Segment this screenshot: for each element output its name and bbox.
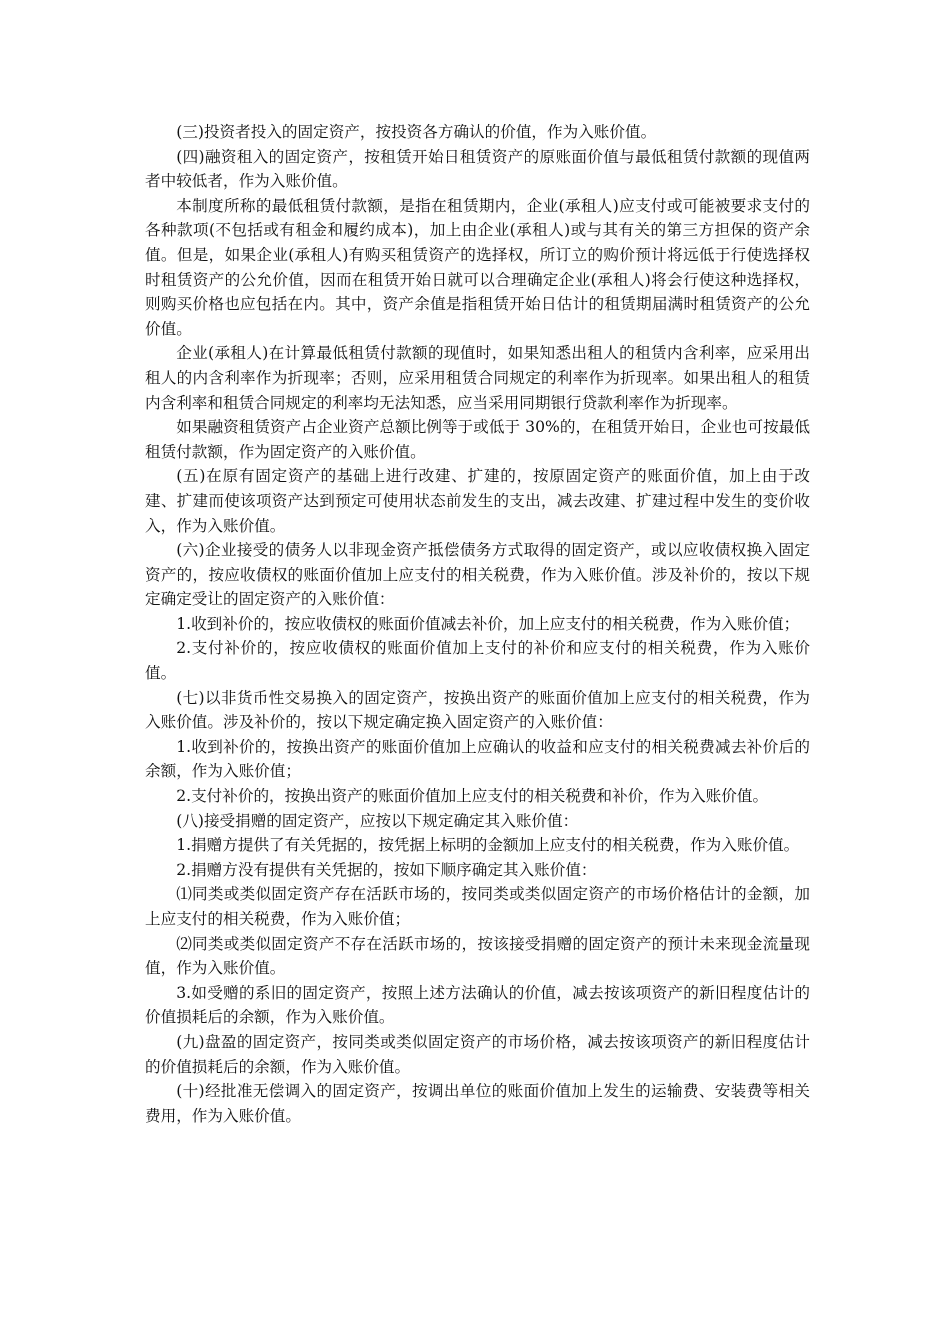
paragraph-donation-without-vouchers: 2.捐赠方没有提供有关凭据的，按如下顺序确定其入账价值：	[176, 860, 597, 879]
paragraph-discount-rate: 企业(承租人)在计算最低租赁付款额的现值时，如果知悉出租人的租赁内含利率，应采用出租人的内含利率作为折现率；否则，应采用租赁合同规定的利率作为折现率。如果出租人的租赁内含利率和租赁合同规定的利率均无法知悉，应当采用同期银行贷款利率作为折现率。	[145, 344, 810, 412]
paragraph-investor-contributed-assets: (三)投资者投入的固定资产，按投资各方确认的价值，作为入账价值。	[176, 123, 657, 141]
paragraph-lease-threshold: 如果融资租赁资产占企业资产总额比例等于或低于 30%的，在租赁开始日，企业也可按最低租赁付款额，作为固定资产的入账价值。	[145, 418, 810, 461]
paragraph-free-transfer: (十)经批准无偿调入的固定资产，按调出单位的账面价值加上发生的运输费、安装费等相关费用，作为入账价值。	[145, 1082, 810, 1125]
paragraph-no-active-market: ⑵同类或类似固定资产不存在活跃市场的，按该接受捐赠的固定资产的预计未来现金流量现值，作为入账价值。	[145, 934, 810, 978]
paragraph-exchange-pay-boot: 2.支付补价的，按换出资产的账面价值加上应支付的相关税费和补价，作为入账价值。	[176, 787, 769, 806]
paragraph-debt-restructuring: (六)企业接受的债务人以非现金资产抵偿债务方式取得的固定资产，或以应收债权换入固定资产的，按应收债权的账面价值加上应支付的相关税费，作为入账价值。涉及补价的，按以下规定确定受让的固定资产的入账价值：	[145, 541, 810, 609]
document-body	[145, 120, 810, 1128]
paragraph-finance-lease-assets: (四)融资租入的固定资产，按租赁开始日租赁资产的原账面价值与最低租赁付款额的现值两者中较低者，作为入账价值。	[145, 147, 810, 191]
paragraph-used-donated-assets: 3.如受赠的系旧的固定资产，按照上述方法确认的价值，减去按该项资产的新旧程度估计的价值损耗后的余额，作为入账价值。	[145, 983, 810, 1027]
paragraph-debt-pay-boot: 2.支付补价的，按应收债权的账面价值加上支付的补价和应支付的相关税费，作为入账价值。	[145, 639, 810, 683]
paragraph-donation-with-vouchers: 1.捐赠方提供了有关凭据的，按凭据上标明的金额加上应支付的相关税费，作为入账价值。	[176, 836, 800, 855]
paragraph-renovation-expansion: (五)在原有固定资产的基础上进行改建、扩建的，按原固定资产的账面价值，加上由于改建、扩建而使该项资产达到预定可使用状态前发生的支出，减去改建、扩建过程中发生的变价收入，作为入账价值。	[145, 467, 810, 535]
paragraph-donated-assets: (八)接受捐赠的固定资产，应按以下规定确定其入账价值：	[176, 811, 579, 830]
paragraph-nonmonetary-exchange: (七)以非货币性交易换入的固定资产，按换出资产的账面价值加上应支付的相关税费，作为入账价值。涉及补价的，按以下规定确定换入固定资产的入账价值：	[145, 688, 810, 732]
paragraph-inventory-surplus: (九)盘盈的固定资产，按同类或类似固定资产的市场价格，减去按该项资产的新旧程度估计的价值损耗后的余额，作为入账价值。	[145, 1032, 810, 1076]
paragraph-minimum-lease-payments-definition: 本制度所称的最低租赁付款额，是指在租赁期内，企业(承租人)应支付或可能被要求支付的各种款项(不包括或有租金和履约成本)，加上由企业(承租人)或与其有关的第三方担保的资产余值。但是，如果企业(承租人)有购买租赁资产的选择权，所订立的购价预计将远低于行使选择权时租赁资产的公允价值，因而在租赁开始日就可以合理确定企业(承租人)将会行使这种选择权，则购买价格也应包括在内。其中，资产余值是指租赁开始日估计的租赁期届满时租赁资产的公允价值。	[145, 196, 810, 338]
paragraph-exchange-receive-boot: 1.收到补价的，按换出资产的账面价值加上应确认的收益和应支付的相关税费减去补价后的余额，作为入账价值；	[145, 737, 810, 781]
paragraph-active-market: ⑴同类或类似固定资产存在活跃市场的，按同类或类似固定资产的市场价格估计的金额，加上应支付的相关税费，作为入账价值；	[145, 885, 810, 928]
paragraph-debt-receive-boot: 1.收到补价的，按应收债权的账面价值减去补价，加上应支付的相关税费，作为入账价值；	[176, 614, 800, 633]
